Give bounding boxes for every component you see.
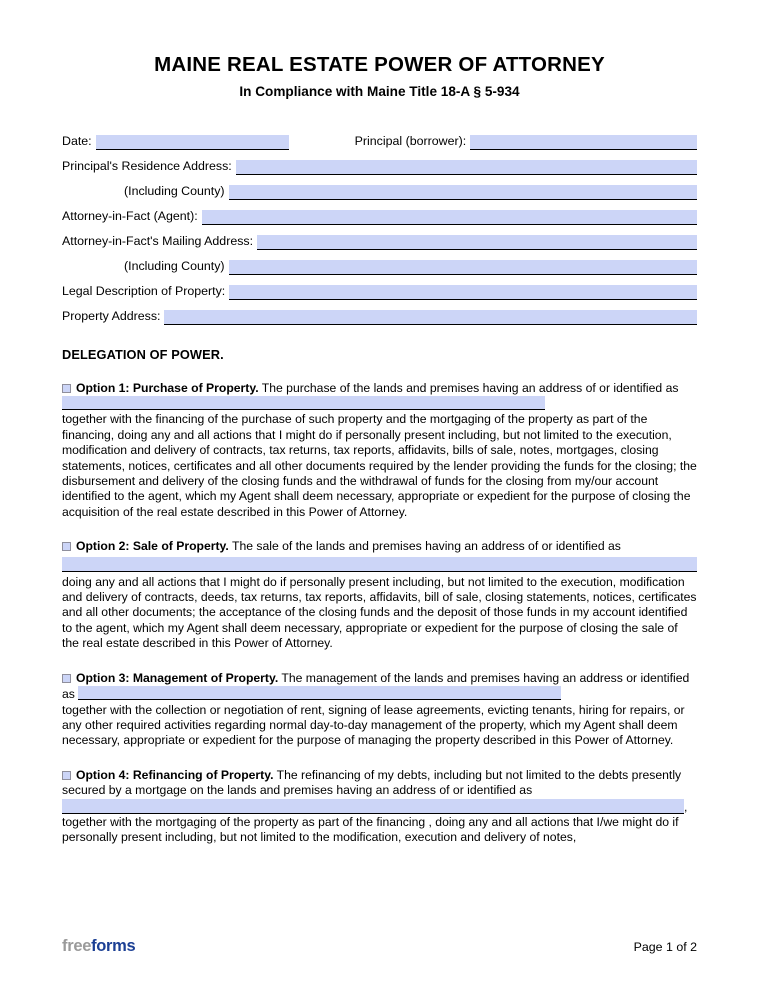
attorney-in-fact-input[interactable] <box>202 210 697 225</box>
field-row-principal-residence-address <box>62 159 697 175</box>
option-3-paragraph <box>62 671 697 703</box>
date-input[interactable] <box>96 135 289 150</box>
option-block-3 <box>62 671 697 749</box>
property-address-label: Property Address: <box>62 308 161 323</box>
option-block-1 <box>62 381 697 521</box>
option-1-lead-text: The purchase of the lands and premises having an address of or identified as <box>258 380 679 395</box>
field-row-legal-description <box>62 284 697 300</box>
attorney-mailing-address-input[interactable] <box>257 235 697 250</box>
option-block-2 <box>62 539 697 651</box>
option-1-body <box>62 381 697 521</box>
property-address-input[interactable] <box>164 310 697 325</box>
attorney-in-fact-label: Attorney-in-Fact (Agent): <box>62 208 198 223</box>
page-title: MAINE REAL ESTATE POWER OF ATTORNEY <box>154 53 605 76</box>
option-1-checkbox[interactable] <box>62 384 71 393</box>
attorney-mailing-address-label: Attorney-in-Fact's Mailing Address: <box>62 233 254 248</box>
legal-description-input[interactable] <box>229 285 697 300</box>
delegation-of-power-heading: DELEGATION OF POWER. <box>62 346 224 362</box>
option-1-paragraph <box>62 381 697 413</box>
principal-including-county-label: (Including County) <box>124 183 225 198</box>
option-4-paragraph <box>62 768 697 799</box>
option-4-body <box>62 768 697 846</box>
field-row-date-principal <box>62 134 697 150</box>
principal-borrower-input[interactable] <box>470 135 697 150</box>
logo-text-forms: forms <box>91 936 136 955</box>
option-1-detail-text: together with the financing of the purchase of such property and the mortgaging of the property as part of the financing, doing any and all actions that I might do if personally present including, but not limited to the execution, modification and delivery of contracts, tax returns, tax reports, affidavits, bills of sale, notes, mortgages, closing statements, notices, certificates and all other documents required by the lender providing the funds for the closing; the disbursement and delivery of the closing funds and the withdrawal of funds for the closing from my/our account identified to the agent, which my Agent shall deem necessary, appropriate or expedient for the purpose of closing the acquisition of the real estate described in this Power of Attorney. <box>62 412 697 519</box>
legal-description-label: Legal Description of Property: <box>62 283 226 298</box>
option-4-field-line <box>62 799 697 815</box>
field-row-attorney-county <box>62 259 697 275</box>
option-4-property-input[interactable] <box>62 799 684 814</box>
document-subtitle: In Compliance with Maine Title 18-A § 5-934 <box>239 83 520 99</box>
freeforms-logo[interactable] <box>62 938 135 955</box>
option-2-title: Option 2: Sale of Property. <box>76 539 229 554</box>
form-fields-section <box>62 134 697 325</box>
principal-borrower-label: Principal (borrower): <box>354 133 467 148</box>
option-3-title: Option 3: Management of Property. <box>76 670 279 685</box>
option-2-property-input[interactable] <box>62 557 697 572</box>
option-2-paragraph <box>62 539 697 554</box>
option-2-body <box>62 539 697 651</box>
document-header <box>62 0 697 101</box>
field-row-attorney-mailing-address <box>62 234 697 250</box>
option-3-detail-text: together with the collection or negotiation of rent, signing of lease agreements, evicting tenants, hiring for repairs, or any other required activities regarding normal day-to-day management of the property, which my Agent shall deem necessary, appropriate or expedient for the purpose of managing the property described in this Power of Attorney. <box>62 702 685 748</box>
option-block-4 <box>62 768 697 846</box>
field-row-property-address <box>62 309 697 325</box>
field-row-principal-county <box>62 184 697 200</box>
page-number: Page 1 of 2 <box>633 940 697 954</box>
option-3-body <box>62 671 697 749</box>
option-3-property-input[interactable] <box>78 686 561 700</box>
option-4-detail-text: together with the mortgaging of the property as part of the financing , doing any and all actions that I/we might do if personally present including, but not limited to the modification, execution and delivery of notes, <box>62 814 679 845</box>
option-2-detail-text: doing any and all actions that I might do if personally present including, but not limited to the execution, modification and delivery of contracts, deeds, tax returns, tax reports, affidavits, bill of sale, closing statements, notices, certificates and all other documents; the acceptance of the closing funds and the deposit of those funds in my account identified to the agent, which my Agent shall deem necessary, appropriate or expedient for the purpose of closing the sale of the real estate described in this Power of Attorney. <box>62 574 697 651</box>
option-3-checkbox[interactable] <box>62 674 71 683</box>
date-label: Date: <box>62 133 92 148</box>
attorney-including-county-label: (Including County) <box>124 258 225 273</box>
logo-text-free: free <box>62 936 92 955</box>
option-2-lead-text: The sale of the lands and premises having an address of or identified as <box>228 539 621 554</box>
option-1-title: Option 1: Purchase of Property. <box>76 380 259 395</box>
option-4-trailing-punctuation: , <box>684 799 688 814</box>
principal-residence-address-input[interactable] <box>236 160 697 175</box>
option-1-property-input[interactable] <box>62 396 545 410</box>
option-4-checkbox[interactable] <box>62 771 71 780</box>
option-3-lead-text: The management of the lands and premises having an address or identified as <box>62 670 690 702</box>
option-2-checkbox[interactable] <box>62 542 71 551</box>
principal-including-county-input[interactable] <box>229 185 697 200</box>
option-4-lead-text: The refinancing of my debts, including but not limited to the debts presently secured by a mortgage on the lands and premises having an address of or identified as <box>62 767 682 798</box>
attorney-including-county-input[interactable] <box>229 260 697 275</box>
field-row-attorney-in-fact <box>62 209 697 225</box>
document-footer <box>62 938 697 955</box>
principal-residence-address-label: Principal's Residence Address: <box>62 158 232 173</box>
option-4-title: Option 4: Refinancing of Property. <box>76 767 274 782</box>
